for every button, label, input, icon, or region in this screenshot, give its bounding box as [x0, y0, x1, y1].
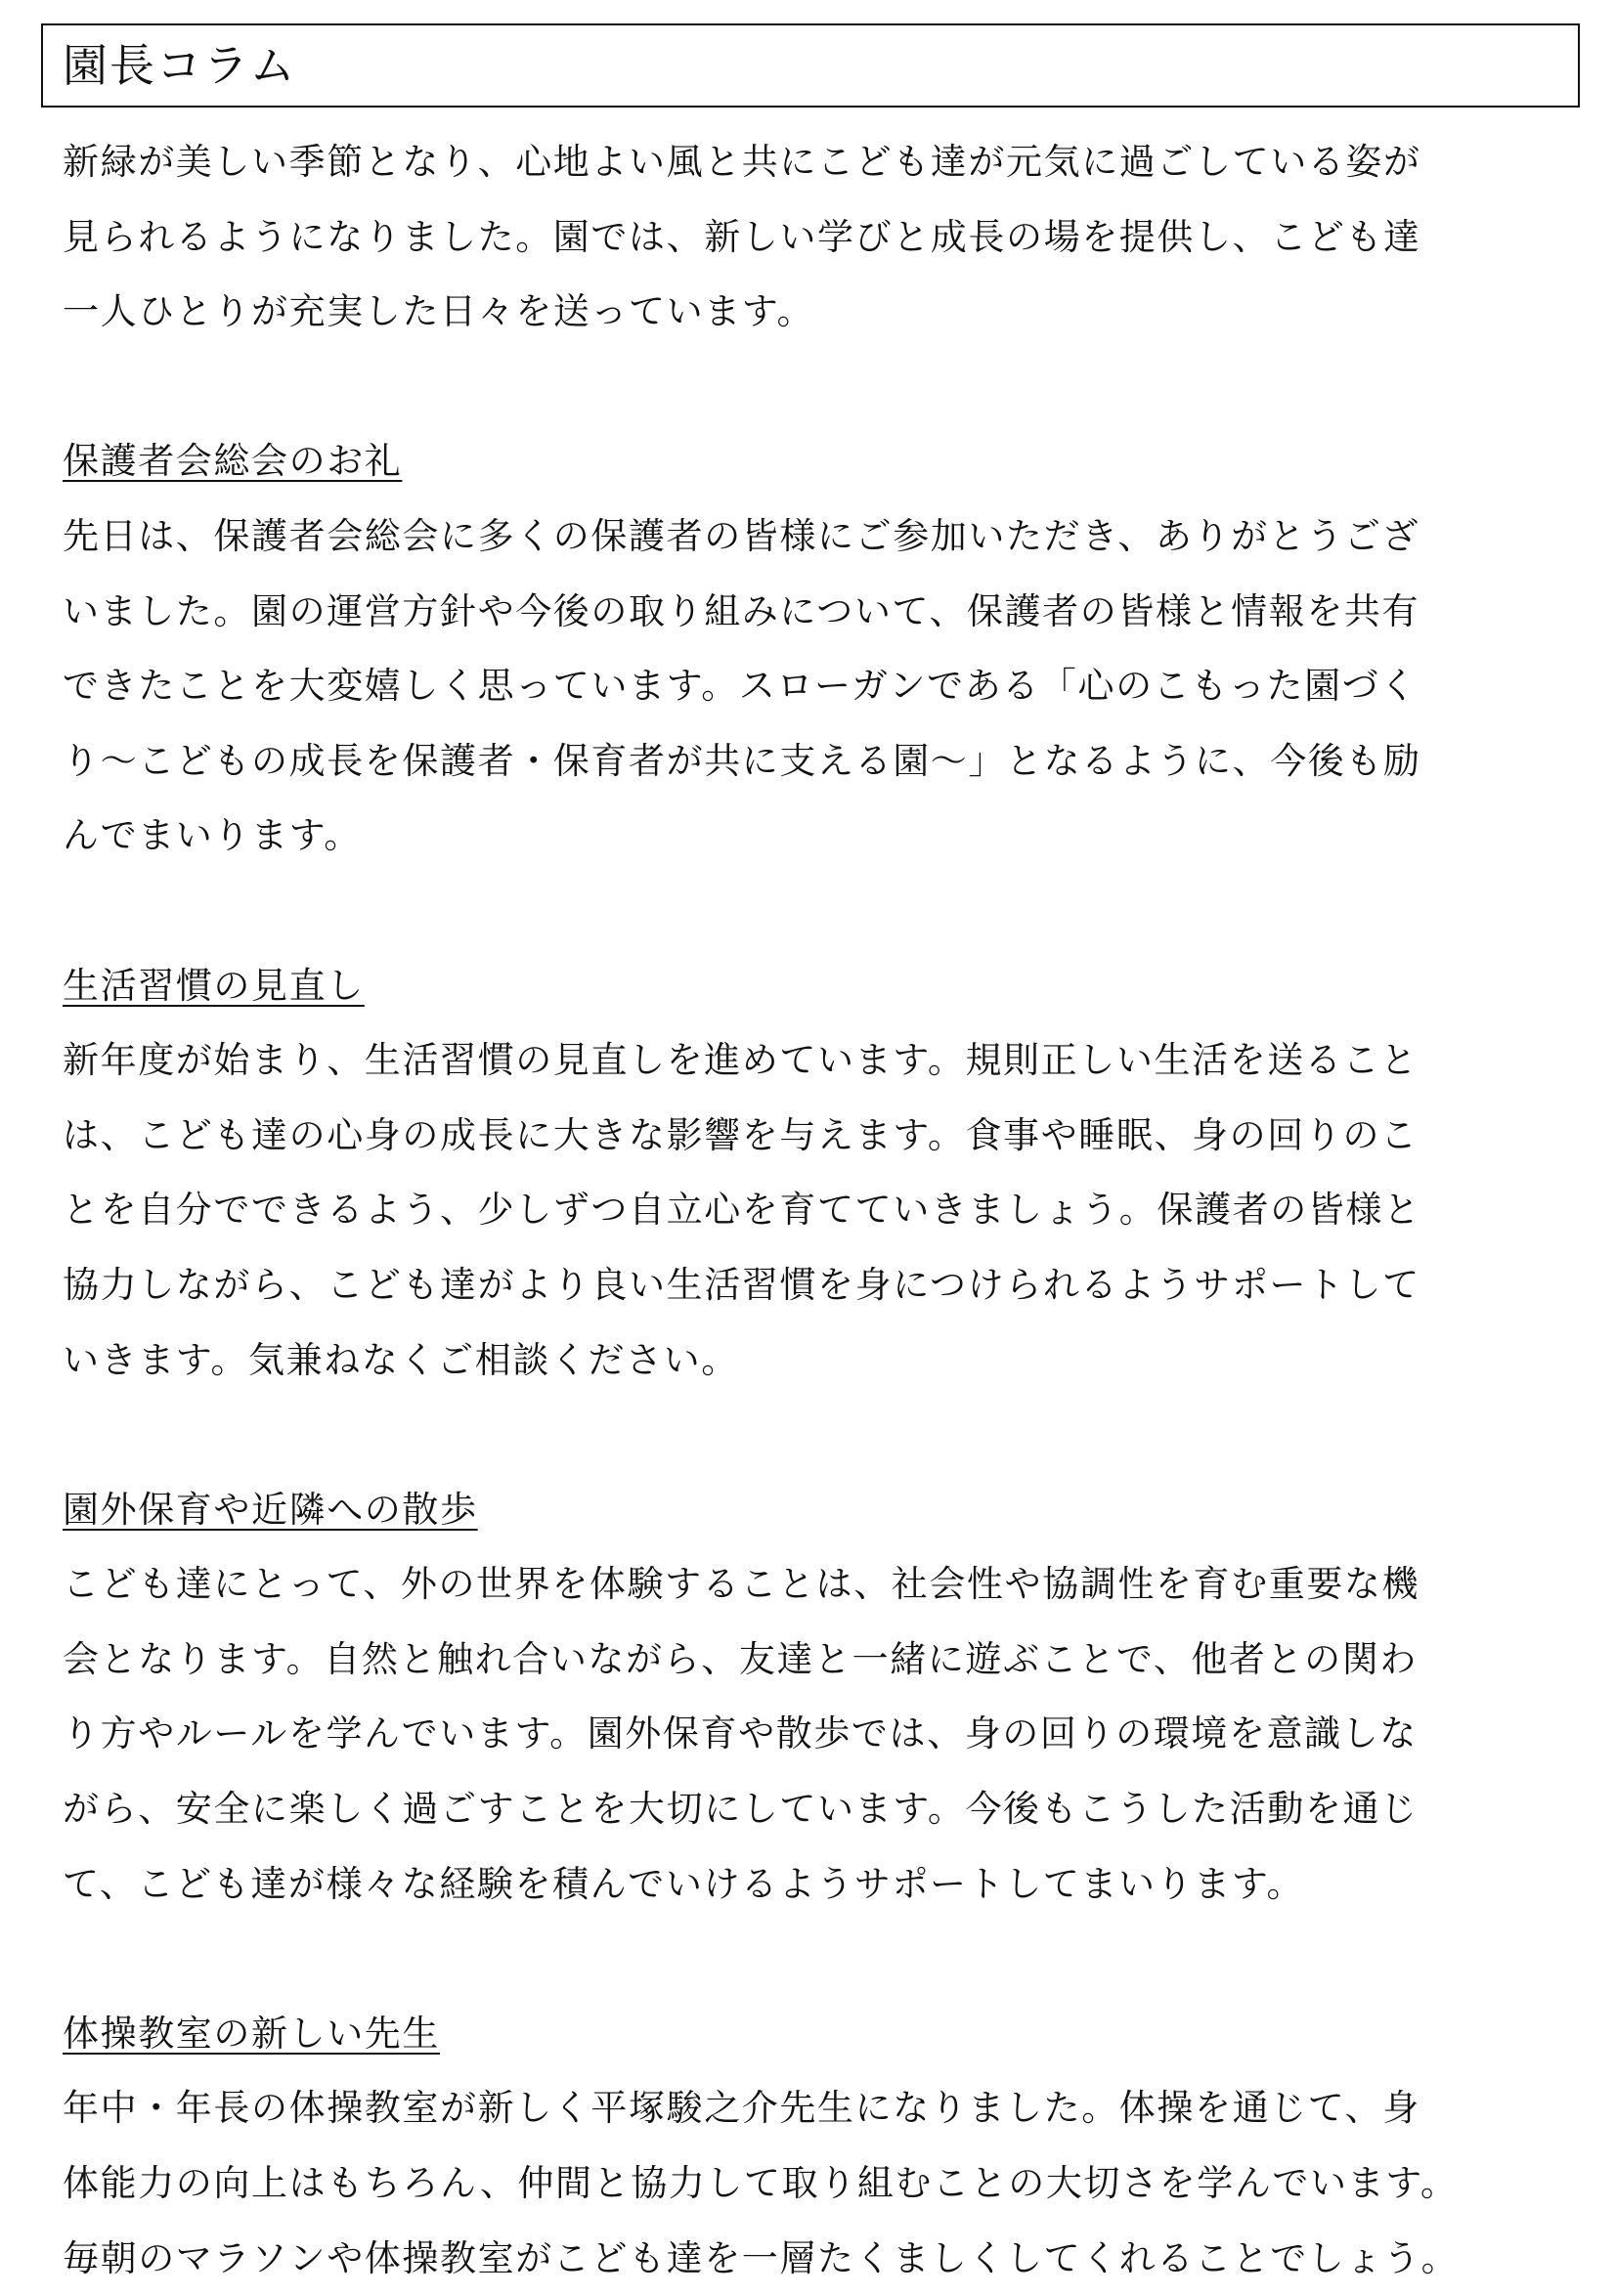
- paragraph-line: 先日は、保護者会総会に多くの保護者の皆様にご参加いただき、ありがとうござ: [63, 514, 1420, 557]
- intro-line: 新緑が美しい季節となり、心地よい風と共にこども達が元気に過ごしている姿が: [63, 141, 1421, 183]
- paragraph-line: 年中・年長の体操教室が新しく平塚駿之介先生になりました。体操を通じて、身: [63, 2087, 1420, 2130]
- paragraph-line: こども達にとって、外の世界を体験することは、社会性や協調性を育む重要な機: [63, 1563, 1420, 1606]
- paragraph-line: 会となります。自然と触れ合いながら、友達と一緒に遊ぶことで、他者との関わ: [63, 1637, 1418, 1680]
- paragraph-line: いきます。気兼ねなくご相談ください。: [63, 1338, 739, 1381]
- paragraph-line: 体能力の向上はもちろん、仲間と協力して取り組むことの大切さを学んでいます。: [63, 2162, 1459, 2205]
- section-lifestyle-habits: [63, 949, 1558, 1399]
- intro-line: 一人ひとりが充実した日々を送っています。: [63, 290, 815, 333]
- paragraph-line: がら、安全に楽しく過ごすことを大切にしています。今後もこうした活動を通じ: [63, 1788, 1419, 1831]
- paragraph-line: 新年度が始まり、生活習慣の見直しを進めています。規則正しい生活を送ること: [63, 1039, 1419, 1082]
- column-body: [63, 125, 1558, 2296]
- section-heading: 生活習慣の見直し: [63, 964, 365, 1007]
- paragraph-line: いました。園の運営方針や今後の取り組みについて、保護者の皆様と情報を共有: [63, 589, 1420, 632]
- section-heading: 園外保育や近隣への散歩: [63, 1488, 478, 1531]
- section-outdoor-walks: [63, 1473, 1558, 1923]
- intro-paragraph: [63, 125, 1558, 350]
- paragraph-line: 毎朝のマラソンや体操教室がこども達を一層たくましくしてくれることでしょう。: [63, 2236, 1460, 2279]
- paragraph-line: んでまいります。: [63, 814, 362, 857]
- paragraph-line: 協力しながら、こども達がより良い生活習慣を身につけられるようサポートして: [63, 1263, 1420, 1306]
- paragraph-line: て、こども達が様々な経験を積んでいけるようサポートしてまいります。: [63, 1862, 1305, 1905]
- paragraph-line: とを自分でできるよう、少しずつ自立心を育てていきましょう。保護者の皆様と: [63, 1189, 1421, 1232]
- paragraph-line: り～こどもの成長を保護者・保育者が共に支える園～」となるように、今後も励: [63, 739, 1421, 782]
- column-title: 園長コラム: [63, 39, 297, 92]
- paragraph-line: できたことを大変嬉しく思っています。スローガンである「心のこもった園づく: [63, 665, 1418, 708]
- intro-line: 見られるようになりました。園では、新しい学びと成長の場を提供し、こども達: [63, 215, 1421, 258]
- column-title-box: [41, 23, 1580, 108]
- paragraph-line: り方やルールを学んでいます。園外保育や散歩では、身の回りの環境を意識しな: [63, 1712, 1418, 1755]
- section-thanks-general-meeting: [63, 424, 1558, 874]
- section-heading: 保護者会総会のお礼: [63, 440, 403, 483]
- section-new-gym-teacher: [63, 1997, 1558, 2296]
- section-heading: 体操教室の新しい先生: [63, 2012, 440, 2055]
- paragraph-line: は、こども達の心身の成長に大きな影響を与えます。食事や睡眠、身の回りのこ: [63, 1113, 1419, 1156]
